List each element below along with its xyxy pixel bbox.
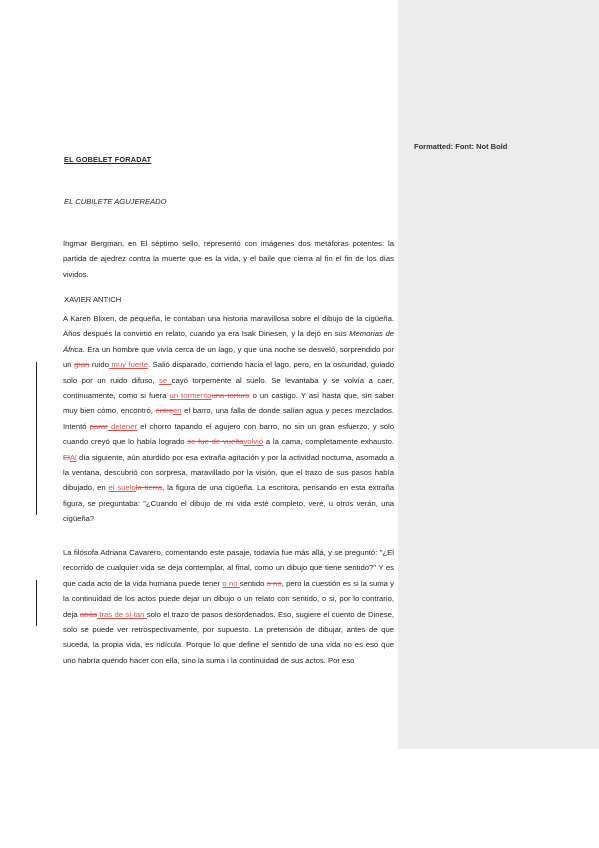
deleted-text[interactable]: una tortura <box>211 391 250 401</box>
inserted-text[interactable]: el suelo <box>108 483 136 493</box>
text-run: o un castigo. Y así hasta que, sin saber muy bien cómo, encontró, <box>63 391 395 416</box>
inserted-text[interactable]: tras de sí tan <box>96 609 147 619</box>
inserted-text[interactable]: se <box>159 375 172 385</box>
text-run: La filósofa Adriana Cavarero, comentando este pasaje, todavía fue más allá, y se preguntó: "¿El recorrido de cualquier vida se deja contemplar, al final, como un dibujo que tiene sentido?" Y es que cada acto de la vida humana puede tener <box>63 548 394 588</box>
deleted-text[interactable]: la tierra <box>135 483 163 493</box>
page-margin <box>398 749 599 848</box>
intro-paragraph: Ingmar Bergman, en El séptimo sello, representó con imágenes dos metáforas potentes: la partida de ajedrez contra la muerte que es la vida, y el baile que cierra al fin el fin de los días vividos. <box>63 239 394 279</box>
format-change-note[interactable]: Formatted: Font: Not Bold <box>414 142 508 151</box>
book-title: Memorias de África <box>63 329 394 354</box>
text-run: A Karen Blixen, de pequeña, le contaban una historia maravillosa sobre el dibujo de la cigüeña. Años después la convirtió en relato, cuando ya era Isak Dinesen, y la dejó en sus <box>63 314 394 339</box>
body-paragraph-1 <box>63 311 394 527</box>
text-run: solo el trazo de pasos desordenados. Eso, sugiere el cuento de Dinese, solo se puede ver retrospectivamente, por supuesto. La pretensión de dibujar, antes de que suceda, la propia vida, es ridícula. Porque lo que define el sentido de una vida no es eso que uno habría querido hacer con ella, sino la suma i la continuidad de sus actos. Por eso <box>63 609 395 665</box>
deleted-text[interactable]: atrás <box>79 609 97 619</box>
inserted-text[interactable]: Al <box>69 452 77 462</box>
document-subtitle: EL CUBILETE AGUJEREADO <box>64 197 167 206</box>
inserted-text[interactable]: muy fuerte <box>108 360 149 370</box>
body-paragraph-2 <box>63 545 394 668</box>
deleted-text[interactable]: entre <box>155 406 173 416</box>
author-name: XAVIER ANTICH <box>64 295 122 304</box>
text-run: . Era un hombre que vivía cerca de un lago, y que una noche se desveló, sorprendido por un <box>63 344 394 370</box>
deleted-text[interactable]: El <box>63 452 70 462</box>
text-run: sentido <box>239 578 267 588</box>
deleted-text[interactable]: se fue de vuelta <box>187 437 244 447</box>
change-bar <box>36 497 37 515</box>
text-run: . Salió disparado, corriendo hacia el lago, pero, en la oscuridad, guiado solo por un ruido difuso, <box>63 360 394 385</box>
change-bar <box>36 362 37 424</box>
deleted-text[interactable]: o no <box>266 578 282 588</box>
text-run: , pero la cuestión es si la suma y la continuidad de los actos puede dejar un dibujo o un relato con sentido, o si, por lo contrario, deja <box>63 578 394 619</box>
document-title: EL GOBELET FORADAT <box>64 155 152 164</box>
inserted-text[interactable]: en <box>173 406 182 416</box>
deleted-text[interactable]: gran <box>74 360 90 370</box>
text-run: , la figura de una cigüeña. La escritora, pensando en esta extraña figura, se preguntaba: "¿Cuando el dibujo de mi vida esté completo, veré, u otros verán, una cigüeña? <box>63 483 394 524</box>
text-run: día siguiente, aún aturdido por esa extraña agitación y por la actividad nocturna, asomado a la ventana, descubrió con sorpresa, maravillado por la visión, que el trazo de sus pasos había dibujado, en <box>63 452 394 493</box>
text-run: a la cama, completamente exhausto. <box>263 437 394 447</box>
change-bar <box>36 420 37 498</box>
text-run: ruido <box>89 360 109 370</box>
text-run: el barro, una falla de donde salían agua y peces mezclados. Intentó <box>63 406 394 431</box>
inserted-text[interactable]: volvió <box>243 437 264 447</box>
inserted-text[interactable]: detener <box>107 421 138 431</box>
deleted-text[interactable]: parar <box>89 421 108 431</box>
inserted-text[interactable]: o no <box>222 578 240 588</box>
text-run: el chorro tapando el agujero con barro, no sin un gran esfuerzo, y solo cuando creyó que lo había logrado <box>63 421 395 447</box>
inserted-text[interactable]: un tormento <box>169 391 212 401</box>
text-run: cayó torpemente al suelo. Se levantaba y se volvía a caer, continuamente, como si fuera <box>63 375 394 401</box>
change-bar <box>36 580 37 626</box>
comment-pane <box>398 0 599 749</box>
